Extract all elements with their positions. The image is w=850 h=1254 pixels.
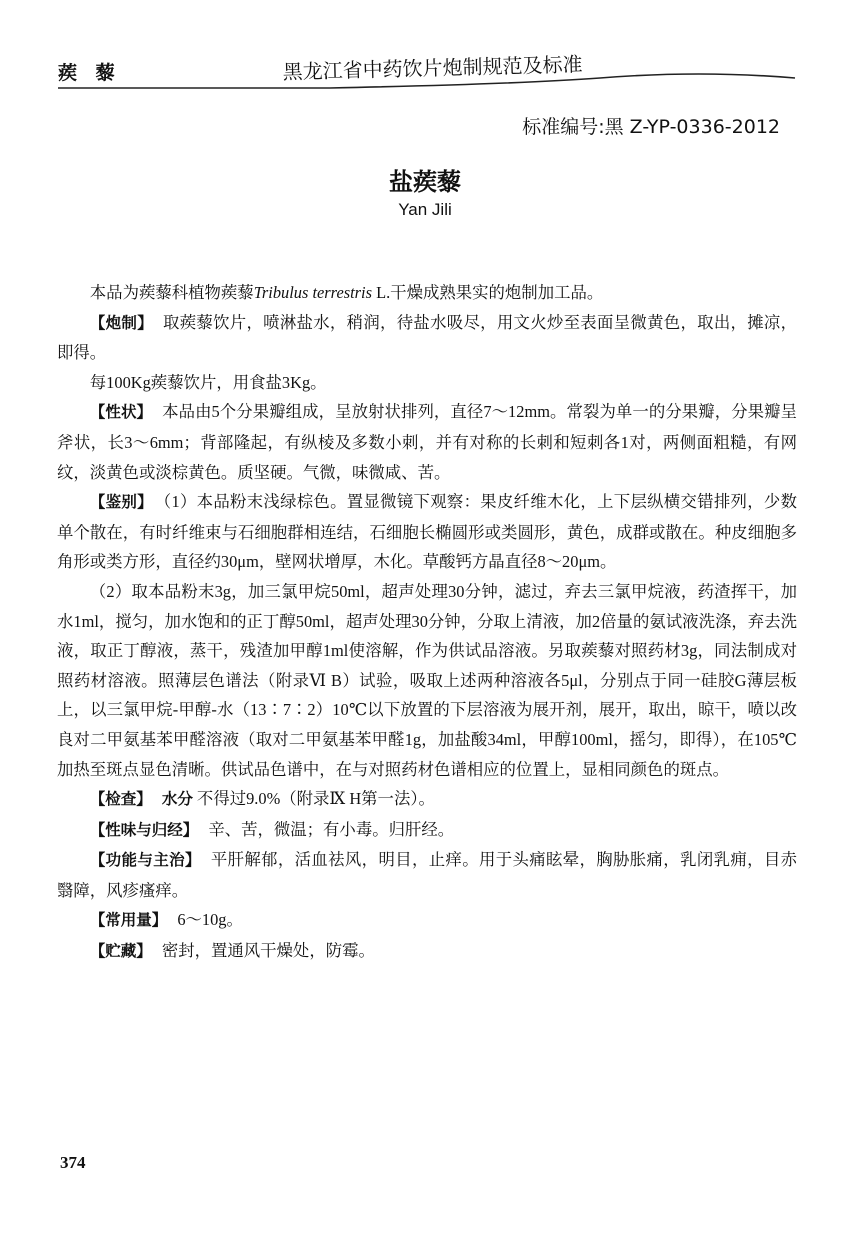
section-text: 辛、苦，微温；有小毒。归肝经。 [208,819,455,839]
intro-paragraph [57,278,797,308]
section-label: 【性状】 [89,403,153,422]
page-title: 盐蒺藜 [389,168,461,196]
section-text: 密封，置通风干燥处，防霉。 [161,941,375,961]
header-rule [0,0,850,100]
standard-number: 标准编号:黑 Z-YP-0336-2012 [522,116,780,138]
section-text: 平肝解郁，活血祛风，明目，止痒。用于头痛眩晕，胸胁胀痛，乳闭乳痈，目赤翳障，风疹瘙痒。 [57,850,797,900]
latin-name: Tribulus terrestris [253,283,372,302]
section-paozhi [57,308,797,368]
section-zhucang [57,936,797,967]
section-text: 6～10g。 [177,910,243,930]
section-jianbie-2: （2）取本品粉末3g，加三氯甲烷50ml，超声处理30分钟，滤过，弃去三氯甲烷液，药渣挥干，加水1ml，搅匀，加水饱和的正丁醇50ml，超声处理30分钟，分取上清液，加2倍量的氨试液洗涤，弃去洗液，取正丁醇液，蒸干，残渣加甲醇1ml使溶解，作为供试品溶液。另取蒺藜对照药材3g，同法制成对照药材溶液。照薄层色谱法（附录Ⅵ B）试验，吸取上述两种溶液各5μl，分别点于同一硅胶G薄层板上，以三氯甲烷-甲醇-水（13∶7∶2）10℃以下放置的下层溶液为展开剂，展开，取出，晾干，喷以改良对二甲氨基苯甲醛溶液（取对二甲氨基苯甲醛1g，加盐酸34ml，甲醇100ml，摇匀，即得），在105℃加热至斑点显色清晰。供试品色谱中，在与对照药材色谱相应的位置上，显相同颜色的斑点。 [57,581,797,779]
intro-text-end: L.干燥成熟果实的炮制加工品。 [371,283,604,302]
ratio-paragraph: 每100Kg蒺藜饮片，用食盐3Kg。 [89,372,327,392]
section-yongliang [57,905,797,936]
section-gongneng [57,845,797,905]
running-header-title: 黑龙江省中药饮片炮制规范及标准 [282,52,583,85]
section-label: 【常用量】 [89,911,168,930]
section-xingwei [57,815,797,846]
section-jiancha [57,784,797,815]
page-number: 374 [60,1153,86,1172]
section-sublabel: 水分 [161,790,193,809]
section-jianbie [57,487,797,577]
section-label: 【贮藏】 [89,942,152,961]
section-label: 【鉴别】 [89,493,153,512]
intro-text: 本品为蒺藜科植物蒺藜 [89,283,254,302]
section-label: 【炮制】 [89,313,154,332]
section-xingzhuang [57,397,797,487]
section-text: 取蒺藜饮片，喷淋盐水，稍润，待盐水吸尽，用文火炒至表面呈微黄色，取出，摊凉，即得。 [57,312,797,363]
section-text: 本品由5个分果瓣组成，呈放射状排列，直径7～12mm。常裂为单一的分果瓣，分果瓣呈斧状，长3～6mm；背部隆起，有纵棱及多数小刺，并有对称的长刺和短刺各1对，两侧面粗糙，有网纹，淡黄色或淡棕黄色。质坚硬。气微，味微咸、苦。 [57,402,797,482]
section-label: 【检查】 [89,790,152,809]
section-text: 不得过9.0%（附录Ⅸ H第一法）。 [192,789,435,809]
page-subtitle: Yan Jili [398,200,452,219]
section-text: （1）本品粉末浅绿棕色。置显微镜下观察：果皮纤维木化，上下层纵横交错排列，少数单个散在，有时纤维束与石细胞群相连结，石细胞长椭圆形或类圆形，黄色，成群或散在。种皮细胞多角形或类方形，直径约30μm，壁网状增厚，木化。草酸钙方晶直径8～20μm。 [57,492,797,572]
section-label: 【性味与归经】 [89,820,199,839]
running-header-left: 蒺 藜 [58,62,121,84]
section-label: 【功能与主治】 [89,851,201,870]
document-body [57,278,797,967]
